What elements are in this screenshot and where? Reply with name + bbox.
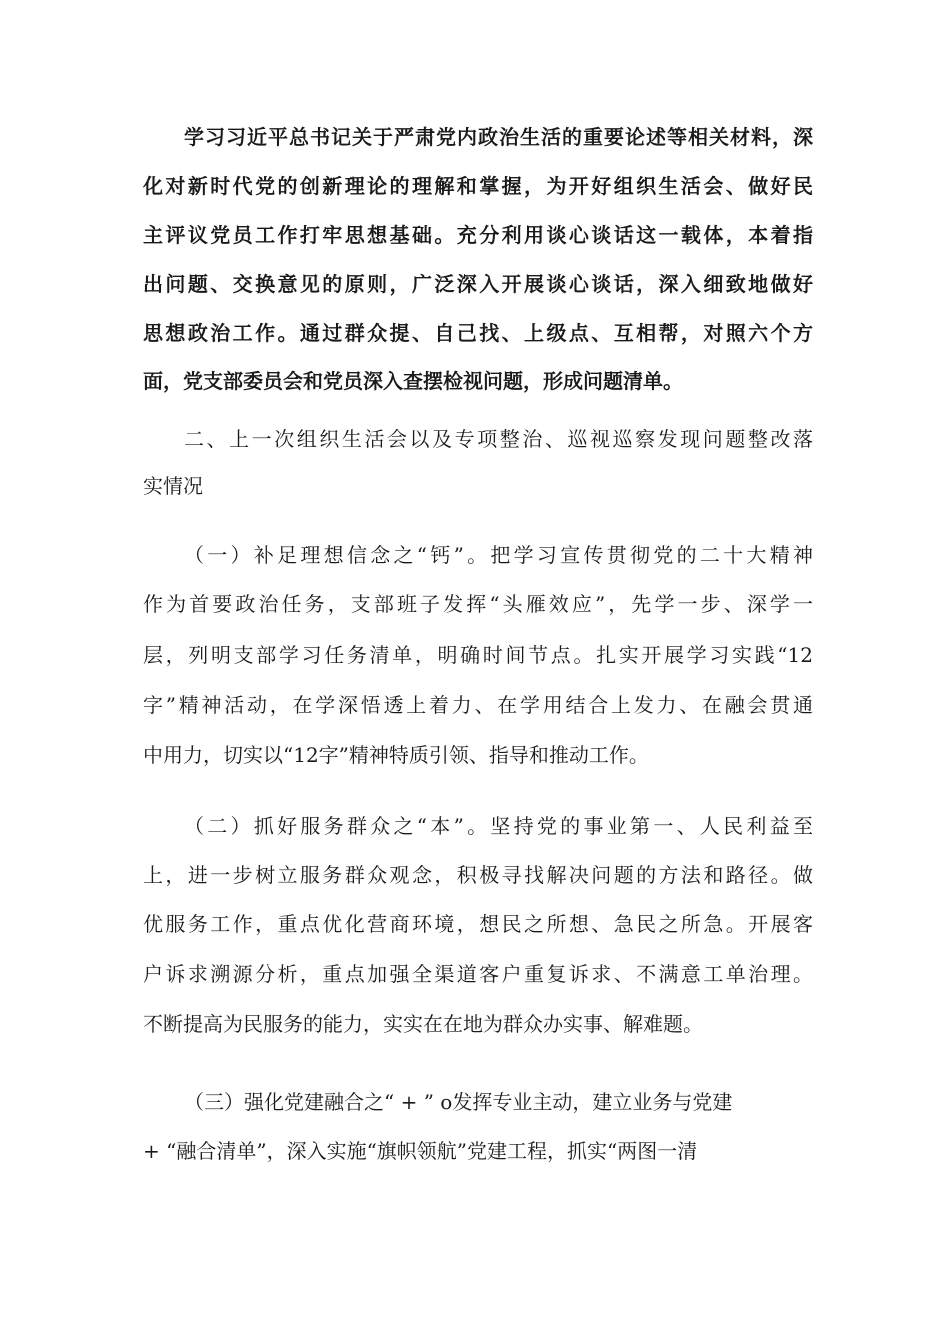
text-line: 化对新时代党的创新理论的理解和掌握，为开好组织生活会、做好民 xyxy=(143,174,813,198)
text-line: 面，党支部委员会和党员深入查摆检视问题，形成问题清单。 xyxy=(143,369,683,393)
text-line: 优服务工作，重点优化营商环境，想民之所想、急民之所急。开展客 xyxy=(143,912,813,936)
text-line: 字”精神活动，在学深悟透上着力、在学用结合上发力、在融会贯通 xyxy=(143,693,813,717)
text-line: 学习习近平总书记关于严肃党内政治生活的重要论述等相关材料，深 xyxy=(184,125,813,149)
text-line: 中用力，切实以“12字”精神特质引领、指导和推动工作。 xyxy=(143,743,649,767)
text-line: （一）补足理想信念之“钙”。把学习宣传贯彻党的二十大精神 xyxy=(184,543,813,567)
text-line: 不断提高为民服务的能力，实实在在地为群众办实事、解难题。 xyxy=(143,1012,703,1036)
text-line: 户诉求溯源分析，重点加强全渠道客户重复诉求、不满意工单治理。 xyxy=(143,962,813,986)
text-line: 二、上一次组织生活会以及专项整治、巡视巡察发现问题整改落 xyxy=(184,427,813,451)
text-line: 主评议党员工作打牢思想基础。充分利用谈心谈话这一载体，本着指 xyxy=(143,223,813,247)
text-line: 出问题、交换意见的原则，广泛深入开展谈心谈话，深入细致地做好 xyxy=(143,272,813,296)
text-line: 作为首要政治任务，支部班子发挥“头雁效应”，先学一步、深学一 xyxy=(143,592,813,616)
text-line: （二）抓好服务群众之“本”。坚持党的事业第一、人民利益至 xyxy=(184,814,813,838)
text-line: + “融合清单”，深入实施“旗帜领航”党建工程，抓实“两图一清 xyxy=(143,1139,698,1163)
text-line: （三）强化党建融合之“ + ” o发挥专业主动，建立业务与党建 xyxy=(184,1090,733,1114)
text-line: 层，列明支部学习任务清单，明确时间节点。扎实开展学习实践“12 xyxy=(143,643,813,667)
text-line: 思想政治工作。通过群众提、自己找、上级点、互相帮，对照六个方 xyxy=(143,321,813,345)
text-line: 上，进一步树立服务群众观念，积极寻找解决问题的方法和路径。做 xyxy=(143,863,813,887)
text-line: 实情况 xyxy=(143,474,203,498)
